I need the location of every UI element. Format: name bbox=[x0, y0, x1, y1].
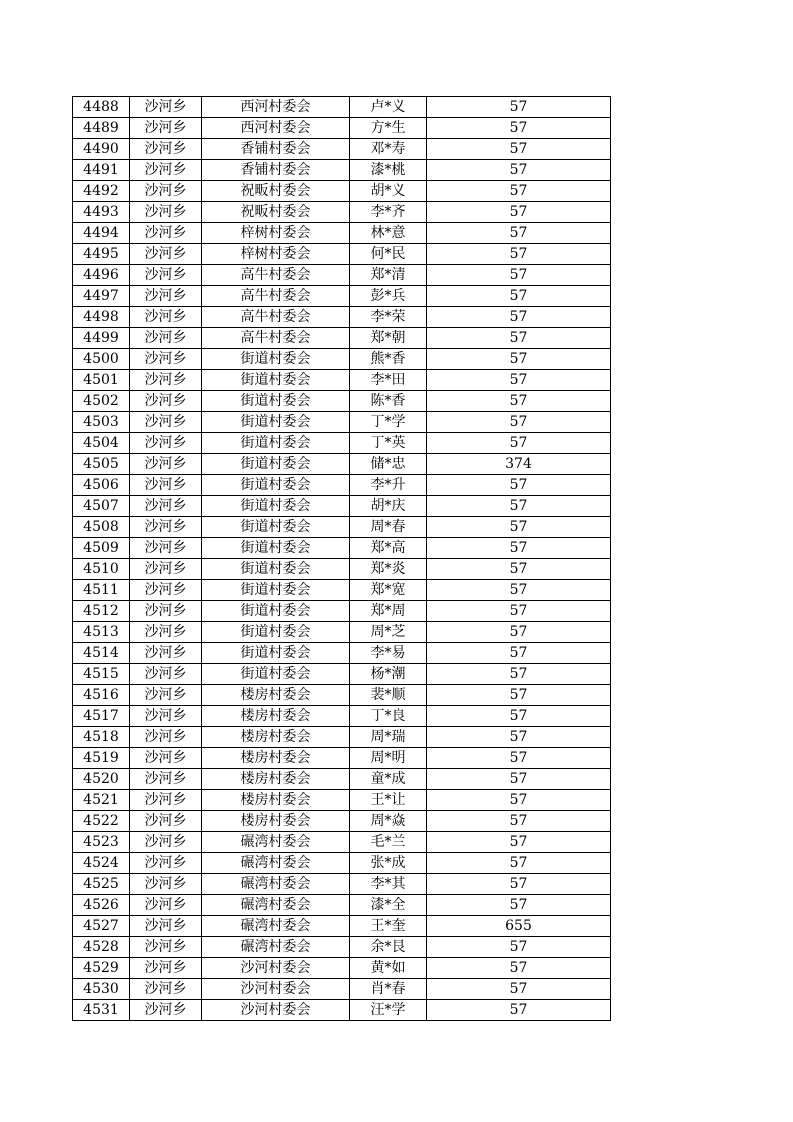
village-committee-cell: 沙河村委会 bbox=[202, 958, 350, 979]
row-number-cell: 4512 bbox=[73, 601, 130, 622]
person-name-cell: 王*奎 bbox=[350, 916, 427, 937]
village-committee-cell: 街道村委会 bbox=[202, 517, 350, 538]
person-name-cell: 余*艮 bbox=[350, 937, 427, 958]
person-name-cell: 汪*学 bbox=[350, 1000, 427, 1021]
village-committee-cell: 楼房村委会 bbox=[202, 748, 350, 769]
person-name-cell: 李*易 bbox=[350, 643, 427, 664]
table-row bbox=[73, 643, 611, 664]
township-cell: 沙河乡 bbox=[130, 958, 202, 979]
person-name-cell: 李*齐 bbox=[350, 202, 427, 223]
amount-cell: 57 bbox=[427, 370, 611, 391]
township-cell: 沙河乡 bbox=[130, 160, 202, 181]
person-name-cell: 毛*兰 bbox=[350, 832, 427, 853]
village-committee-cell: 沙河村委会 bbox=[202, 1000, 350, 1021]
township-cell: 沙河乡 bbox=[130, 139, 202, 160]
person-name-cell: 郑*周 bbox=[350, 601, 427, 622]
row-number-cell: 4503 bbox=[73, 412, 130, 433]
table-row bbox=[73, 916, 611, 937]
township-cell: 沙河乡 bbox=[130, 265, 202, 286]
table-row bbox=[73, 433, 611, 454]
person-name-cell: 储*忠 bbox=[350, 454, 427, 475]
row-number-cell: 4506 bbox=[73, 475, 130, 496]
amount-cell: 57 bbox=[427, 832, 611, 853]
row-number-cell: 4496 bbox=[73, 265, 130, 286]
row-number-cell: 4516 bbox=[73, 685, 130, 706]
amount-cell: 57 bbox=[427, 244, 611, 265]
amount-cell: 57 bbox=[427, 139, 611, 160]
amount-cell: 57 bbox=[427, 97, 611, 118]
township-cell: 沙河乡 bbox=[130, 454, 202, 475]
township-cell: 沙河乡 bbox=[130, 475, 202, 496]
village-committee-cell: 楼房村委会 bbox=[202, 685, 350, 706]
person-name-cell: 李*荣 bbox=[350, 307, 427, 328]
person-name-cell: 黄*如 bbox=[350, 958, 427, 979]
row-number-cell: 4494 bbox=[73, 223, 130, 244]
person-name-cell: 周*春 bbox=[350, 517, 427, 538]
table-row bbox=[73, 223, 611, 244]
person-name-cell: 李*其 bbox=[350, 874, 427, 895]
person-name-cell: 陈*香 bbox=[350, 391, 427, 412]
township-cell: 沙河乡 bbox=[130, 832, 202, 853]
amount-cell: 57 bbox=[427, 202, 611, 223]
table-row bbox=[73, 622, 611, 643]
amount-cell: 57 bbox=[427, 769, 611, 790]
amount-cell: 57 bbox=[427, 643, 611, 664]
amount-cell: 57 bbox=[427, 307, 611, 328]
amount-cell: 57 bbox=[427, 958, 611, 979]
person-name-cell: 漆*全 bbox=[350, 895, 427, 916]
amount-cell: 57 bbox=[427, 181, 611, 202]
row-number-cell: 4523 bbox=[73, 832, 130, 853]
person-name-cell: 李*升 bbox=[350, 475, 427, 496]
amount-cell: 57 bbox=[427, 391, 611, 412]
village-committee-cell: 高牛村委会 bbox=[202, 265, 350, 286]
row-number-cell: 4495 bbox=[73, 244, 130, 265]
table-row bbox=[73, 685, 611, 706]
township-cell: 沙河乡 bbox=[130, 790, 202, 811]
roster-table-body bbox=[73, 97, 611, 1021]
table-row bbox=[73, 328, 611, 349]
village-committee-cell: 碾湾村委会 bbox=[202, 937, 350, 958]
amount-cell: 57 bbox=[427, 853, 611, 874]
table-row bbox=[73, 265, 611, 286]
table-row bbox=[73, 748, 611, 769]
row-number-cell: 4507 bbox=[73, 496, 130, 517]
table-row bbox=[73, 496, 611, 517]
person-name-cell: 郑*朝 bbox=[350, 328, 427, 349]
row-number-cell: 4530 bbox=[73, 979, 130, 1000]
table-row bbox=[73, 139, 611, 160]
row-number-cell: 4526 bbox=[73, 895, 130, 916]
table-row bbox=[73, 937, 611, 958]
village-committee-cell: 沙河村委会 bbox=[202, 979, 350, 1000]
row-number-cell: 4499 bbox=[73, 328, 130, 349]
township-cell: 沙河乡 bbox=[130, 286, 202, 307]
table-row bbox=[73, 874, 611, 895]
row-number-cell: 4525 bbox=[73, 874, 130, 895]
amount-cell: 57 bbox=[427, 811, 611, 832]
amount-cell: 57 bbox=[427, 265, 611, 286]
village-committee-cell: 西河村委会 bbox=[202, 97, 350, 118]
person-name-cell: 郑*炎 bbox=[350, 559, 427, 580]
table-row bbox=[73, 958, 611, 979]
row-number-cell: 4502 bbox=[73, 391, 130, 412]
table-row bbox=[73, 832, 611, 853]
row-number-cell: 4492 bbox=[73, 181, 130, 202]
amount-cell: 374 bbox=[427, 454, 611, 475]
amount-cell: 57 bbox=[427, 349, 611, 370]
village-committee-cell: 街道村委会 bbox=[202, 475, 350, 496]
village-committee-cell: 楼房村委会 bbox=[202, 706, 350, 727]
amount-cell: 57 bbox=[427, 496, 611, 517]
township-cell: 沙河乡 bbox=[130, 559, 202, 580]
table-row bbox=[73, 349, 611, 370]
row-number-cell: 4528 bbox=[73, 937, 130, 958]
amount-cell: 57 bbox=[427, 748, 611, 769]
person-name-cell: 王*让 bbox=[350, 790, 427, 811]
row-number-cell: 4513 bbox=[73, 622, 130, 643]
village-committee-cell: 碾湾村委会 bbox=[202, 853, 350, 874]
village-committee-cell: 碾湾村委会 bbox=[202, 895, 350, 916]
amount-cell: 57 bbox=[427, 727, 611, 748]
township-cell: 沙河乡 bbox=[130, 748, 202, 769]
village-committee-cell: 街道村委会 bbox=[202, 559, 350, 580]
township-cell: 沙河乡 bbox=[130, 916, 202, 937]
table-row bbox=[73, 769, 611, 790]
person-name-cell: 周*明 bbox=[350, 748, 427, 769]
township-cell: 沙河乡 bbox=[130, 496, 202, 517]
village-committee-cell: 碾湾村委会 bbox=[202, 874, 350, 895]
village-committee-cell: 楼房村委会 bbox=[202, 727, 350, 748]
township-cell: 沙河乡 bbox=[130, 97, 202, 118]
table-row bbox=[73, 790, 611, 811]
township-cell: 沙河乡 bbox=[130, 244, 202, 265]
person-name-cell: 林*意 bbox=[350, 223, 427, 244]
person-name-cell: 丁*学 bbox=[350, 412, 427, 433]
amount-cell: 57 bbox=[427, 538, 611, 559]
table-row bbox=[73, 580, 611, 601]
person-name-cell: 郑*清 bbox=[350, 265, 427, 286]
village-committee-cell: 梓树村委会 bbox=[202, 223, 350, 244]
village-committee-cell: 碾湾村委会 bbox=[202, 832, 350, 853]
person-name-cell: 李*田 bbox=[350, 370, 427, 391]
table-row bbox=[73, 475, 611, 496]
row-number-cell: 4519 bbox=[73, 748, 130, 769]
person-name-cell: 周*芝 bbox=[350, 622, 427, 643]
row-number-cell: 4489 bbox=[73, 118, 130, 139]
person-name-cell: 熊*香 bbox=[350, 349, 427, 370]
amount-cell: 57 bbox=[427, 664, 611, 685]
table-row bbox=[73, 517, 611, 538]
table-row bbox=[73, 286, 611, 307]
amount-cell: 57 bbox=[427, 580, 611, 601]
row-number-cell: 4493 bbox=[73, 202, 130, 223]
village-committee-cell: 街道村委会 bbox=[202, 412, 350, 433]
village-committee-cell: 高牛村委会 bbox=[202, 307, 350, 328]
village-committee-cell: 香铺村委会 bbox=[202, 139, 350, 160]
village-committee-cell: 街道村委会 bbox=[202, 622, 350, 643]
village-committee-cell: 街道村委会 bbox=[202, 664, 350, 685]
amount-cell: 57 bbox=[427, 412, 611, 433]
village-committee-cell: 街道村委会 bbox=[202, 643, 350, 664]
person-name-cell: 郑*高 bbox=[350, 538, 427, 559]
person-name-cell: 童*成 bbox=[350, 769, 427, 790]
village-committee-cell: 街道村委会 bbox=[202, 349, 350, 370]
person-name-cell: 卢*义 bbox=[350, 97, 427, 118]
amount-cell: 57 bbox=[427, 790, 611, 811]
village-committee-cell: 街道村委会 bbox=[202, 370, 350, 391]
township-cell: 沙河乡 bbox=[130, 874, 202, 895]
table-row bbox=[73, 412, 611, 433]
township-cell: 沙河乡 bbox=[130, 769, 202, 790]
township-cell: 沙河乡 bbox=[130, 1000, 202, 1021]
row-number-cell: 4518 bbox=[73, 727, 130, 748]
row-number-cell: 4511 bbox=[73, 580, 130, 601]
township-cell: 沙河乡 bbox=[130, 517, 202, 538]
row-number-cell: 4517 bbox=[73, 706, 130, 727]
person-name-cell: 张*成 bbox=[350, 853, 427, 874]
township-cell: 沙河乡 bbox=[130, 202, 202, 223]
township-cell: 沙河乡 bbox=[130, 412, 202, 433]
township-cell: 沙河乡 bbox=[130, 685, 202, 706]
table-row bbox=[73, 244, 611, 265]
amount-cell: 57 bbox=[427, 118, 611, 139]
person-name-cell: 肖*春 bbox=[350, 979, 427, 1000]
township-cell: 沙河乡 bbox=[130, 853, 202, 874]
village-committee-cell: 楼房村委会 bbox=[202, 790, 350, 811]
row-number-cell: 4509 bbox=[73, 538, 130, 559]
township-cell: 沙河乡 bbox=[130, 328, 202, 349]
person-name-cell: 裴*顺 bbox=[350, 685, 427, 706]
person-name-cell: 周*瑞 bbox=[350, 727, 427, 748]
person-name-cell: 方*生 bbox=[350, 118, 427, 139]
township-cell: 沙河乡 bbox=[130, 643, 202, 664]
person-name-cell: 漆*桃 bbox=[350, 160, 427, 181]
table-row bbox=[73, 307, 611, 328]
village-committee-cell: 西河村委会 bbox=[202, 118, 350, 139]
amount-cell: 57 bbox=[427, 706, 611, 727]
person-name-cell: 周*焱 bbox=[350, 811, 427, 832]
row-number-cell: 4500 bbox=[73, 349, 130, 370]
amount-cell: 57 bbox=[427, 1000, 611, 1021]
township-cell: 沙河乡 bbox=[130, 370, 202, 391]
table-row bbox=[73, 811, 611, 832]
table-row bbox=[73, 895, 611, 916]
row-number-cell: 4531 bbox=[73, 1000, 130, 1021]
amount-cell: 57 bbox=[427, 937, 611, 958]
roster-table-container bbox=[72, 96, 611, 1021]
amount-cell: 57 bbox=[427, 328, 611, 349]
person-name-cell: 邓*寿 bbox=[350, 139, 427, 160]
amount-cell: 655 bbox=[427, 916, 611, 937]
village-committee-cell: 街道村委会 bbox=[202, 496, 350, 517]
row-number-cell: 4521 bbox=[73, 790, 130, 811]
table-row bbox=[73, 706, 611, 727]
village-committee-cell: 街道村委会 bbox=[202, 433, 350, 454]
amount-cell: 57 bbox=[427, 601, 611, 622]
village-committee-cell: 祝畈村委会 bbox=[202, 202, 350, 223]
village-committee-cell: 梓树村委会 bbox=[202, 244, 350, 265]
village-committee-cell: 街道村委会 bbox=[202, 391, 350, 412]
row-number-cell: 4524 bbox=[73, 853, 130, 874]
row-number-cell: 4504 bbox=[73, 433, 130, 454]
row-number-cell: 4498 bbox=[73, 307, 130, 328]
roster-table bbox=[72, 96, 611, 1021]
township-cell: 沙河乡 bbox=[130, 706, 202, 727]
table-row bbox=[73, 202, 611, 223]
township-cell: 沙河乡 bbox=[130, 391, 202, 412]
township-cell: 沙河乡 bbox=[130, 601, 202, 622]
row-number-cell: 4490 bbox=[73, 139, 130, 160]
person-name-cell: 郑*宽 bbox=[350, 580, 427, 601]
row-number-cell: 4520 bbox=[73, 769, 130, 790]
township-cell: 沙河乡 bbox=[130, 349, 202, 370]
table-row bbox=[73, 601, 611, 622]
amount-cell: 57 bbox=[427, 874, 611, 895]
amount-cell: 57 bbox=[427, 475, 611, 496]
township-cell: 沙河乡 bbox=[130, 223, 202, 244]
row-number-cell: 4488 bbox=[73, 97, 130, 118]
table-row bbox=[73, 391, 611, 412]
amount-cell: 57 bbox=[427, 223, 611, 244]
village-committee-cell: 香铺村委会 bbox=[202, 160, 350, 181]
amount-cell: 57 bbox=[427, 559, 611, 580]
township-cell: 沙河乡 bbox=[130, 895, 202, 916]
table-row bbox=[73, 160, 611, 181]
township-cell: 沙河乡 bbox=[130, 811, 202, 832]
village-committee-cell: 街道村委会 bbox=[202, 454, 350, 475]
village-committee-cell: 街道村委会 bbox=[202, 538, 350, 559]
township-cell: 沙河乡 bbox=[130, 622, 202, 643]
township-cell: 沙河乡 bbox=[130, 118, 202, 139]
township-cell: 沙河乡 bbox=[130, 538, 202, 559]
amount-cell: 57 bbox=[427, 433, 611, 454]
table-row bbox=[73, 454, 611, 475]
village-committee-cell: 高牛村委会 bbox=[202, 328, 350, 349]
township-cell: 沙河乡 bbox=[130, 979, 202, 1000]
township-cell: 沙河乡 bbox=[130, 727, 202, 748]
row-number-cell: 4527 bbox=[73, 916, 130, 937]
village-committee-cell: 街道村委会 bbox=[202, 601, 350, 622]
row-number-cell: 4497 bbox=[73, 286, 130, 307]
row-number-cell: 4510 bbox=[73, 559, 130, 580]
table-row bbox=[73, 538, 611, 559]
village-committee-cell: 楼房村委会 bbox=[202, 769, 350, 790]
person-name-cell: 丁*良 bbox=[350, 706, 427, 727]
person-name-cell: 杨*潮 bbox=[350, 664, 427, 685]
village-committee-cell: 碾湾村委会 bbox=[202, 916, 350, 937]
table-row bbox=[73, 97, 611, 118]
person-name-cell: 何*民 bbox=[350, 244, 427, 265]
person-name-cell: 胡*庆 bbox=[350, 496, 427, 517]
village-committee-cell: 祝畈村委会 bbox=[202, 181, 350, 202]
village-committee-cell: 楼房村委会 bbox=[202, 811, 350, 832]
row-number-cell: 4491 bbox=[73, 160, 130, 181]
table-row bbox=[73, 559, 611, 580]
table-row bbox=[73, 370, 611, 391]
table-row bbox=[73, 118, 611, 139]
township-cell: 沙河乡 bbox=[130, 664, 202, 685]
row-number-cell: 4508 bbox=[73, 517, 130, 538]
amount-cell: 57 bbox=[427, 517, 611, 538]
row-number-cell: 4522 bbox=[73, 811, 130, 832]
amount-cell: 57 bbox=[427, 286, 611, 307]
table-row bbox=[73, 979, 611, 1000]
township-cell: 沙河乡 bbox=[130, 937, 202, 958]
table-row bbox=[73, 181, 611, 202]
township-cell: 沙河乡 bbox=[130, 433, 202, 454]
table-row bbox=[73, 664, 611, 685]
person-name-cell: 彭*兵 bbox=[350, 286, 427, 307]
row-number-cell: 4501 bbox=[73, 370, 130, 391]
village-committee-cell: 高牛村委会 bbox=[202, 286, 350, 307]
amount-cell: 57 bbox=[427, 622, 611, 643]
row-number-cell: 4505 bbox=[73, 454, 130, 475]
table-row bbox=[73, 853, 611, 874]
township-cell: 沙河乡 bbox=[130, 580, 202, 601]
row-number-cell: 4515 bbox=[73, 664, 130, 685]
amount-cell: 57 bbox=[427, 685, 611, 706]
amount-cell: 57 bbox=[427, 895, 611, 916]
row-number-cell: 4514 bbox=[73, 643, 130, 664]
amount-cell: 57 bbox=[427, 979, 611, 1000]
amount-cell: 57 bbox=[427, 160, 611, 181]
person-name-cell: 胡*义 bbox=[350, 181, 427, 202]
row-number-cell: 4529 bbox=[73, 958, 130, 979]
table-row bbox=[73, 1000, 611, 1021]
person-name-cell: 丁*英 bbox=[350, 433, 427, 454]
township-cell: 沙河乡 bbox=[130, 181, 202, 202]
township-cell: 沙河乡 bbox=[130, 307, 202, 328]
village-committee-cell: 街道村委会 bbox=[202, 580, 350, 601]
table-row bbox=[73, 727, 611, 748]
